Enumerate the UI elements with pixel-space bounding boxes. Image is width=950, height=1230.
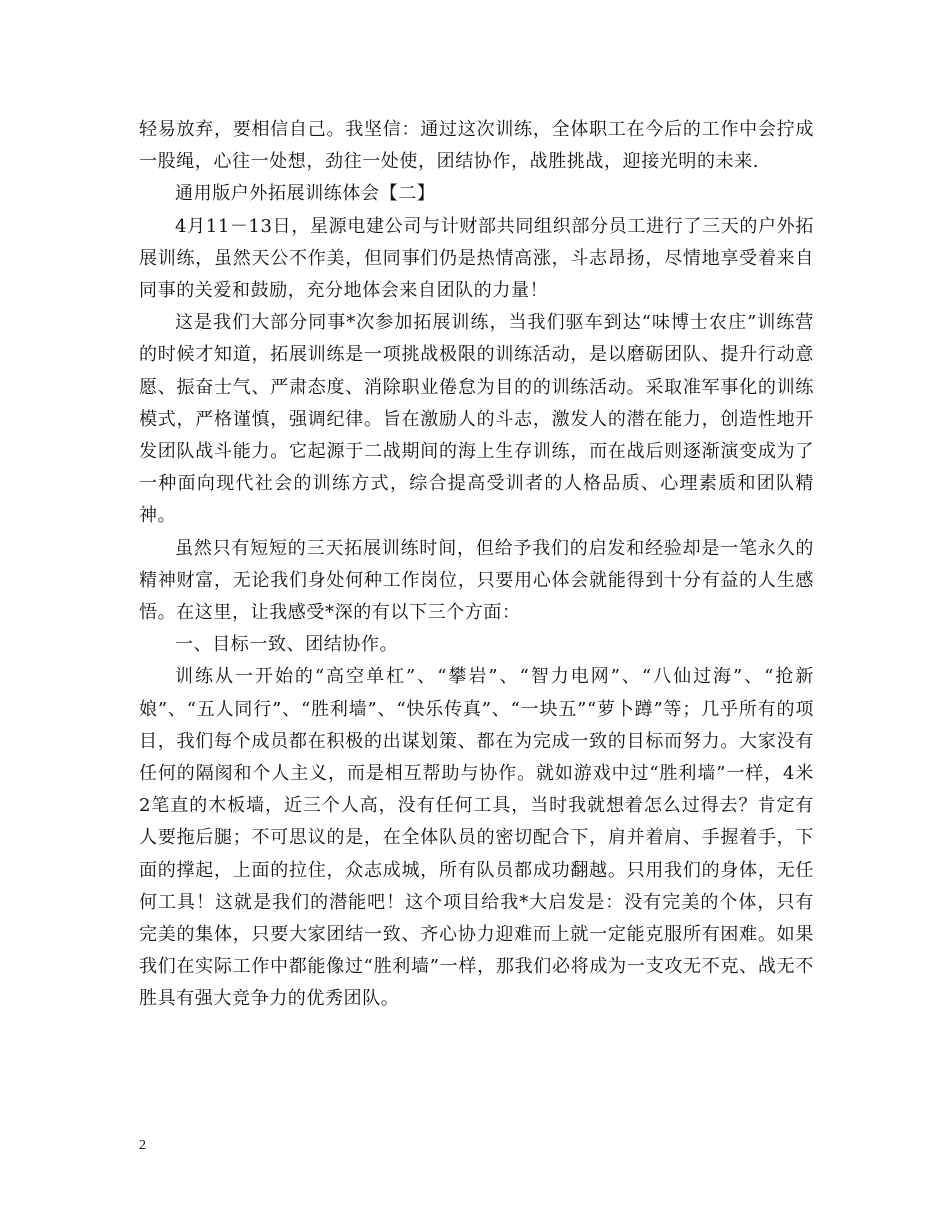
paragraph: 训练从一开始的“高空单杠”、“攀岩”、“智力电网”、“八仙过海”、“抢新娘”、“五人同行”、“胜利墙”、“快乐传真”、“一块五”“萝卜蹲”等；几乎所有的项目，我们每个成员都在积极的出谋划策、都在为完成一致的目标而努力。大家没有任何的隔阂和个人主义，而是相互帮助与协作。就如游戏中过“胜利墙”一样，4米2笔直的木板墙，近三个人高，没有任何工具，当时我就想着怎么过得去？肯定有人要拖后腿；不可思议的是，在全体队员的密切配合下，肩并着肩、手握着手，下面的撑起，上面的拉住，众志成城，所有队员都成功翻越。只用我们的身体，无任何工具！这就是我们的潜能吧！这个项目给我*大启发是：没有完美的个体，只有完美的集体，只要大家团结一致、齐心协力迎难而上就一定能克服所有困难。如果我们在实际工作中都能像过“胜利墙”一样，那我们必将成为一支攻无不克、战无不胜具有强大竞争力的优秀团队。 <box>139 666 814 1010</box>
paragraph: 这是我们大部分同事*次参加拓展训练，当我们驱车到达“味博士农庄”训练营的时候才知道，拓展训练是一项挑战极限的训练活动，是以磨砺团队、提升行动意愿、振奋士气、严肃态度、消除职业倦怠为目的的训练活动。采取准军事化的训练模式，严格谨慎，强调纪律。旨在激励人的斗志，激发人的潜在能力，创造性地开发团队战斗能力。它起源于二战期间的海上生存训练，而在战后则逐渐演变成为了一种面向现代社会的训练方式，综合提高受训者的人格品质、心理素质和团队精神。 <box>139 312 814 527</box>
page-number: 2 <box>139 1138 146 1153</box>
paragraph: 4月11－13日，星源电建公司与计财部共同组织部分员工进行了三天的户外拓展训练，虽然天公不作美，但同事们仍是热情高涨，斗志昂扬，尽情地享受着来自同事的关爱和鼓励，充分地体会来自团队的力量！ <box>139 215 814 302</box>
section-heading: 通用版户外拓展训练体会【二】 <box>175 183 436 205</box>
paragraph: 虽然只有短短的三天拓展训练时间，但给予我们的启发和经验却是一笔永久的精神财富，无论我们身处何种工作岗位，只要用心体会就能得到十分有益的人生感悟。在这里，让我感受*深的有以下三个方面： <box>139 537 814 624</box>
subheading: 一、目标一致、团结协作。 <box>175 634 399 656</box>
paragraph-continuation: 轻易放弃，要相信自己。我坚信：通过这次训练，全体职工在今后的工作中会拧成一股绳，心往一处想，劲往一处使，团结协作，战胜挑战，迎接光明的未来. <box>139 119 814 173</box>
document-body <box>139 114 814 1016</box>
